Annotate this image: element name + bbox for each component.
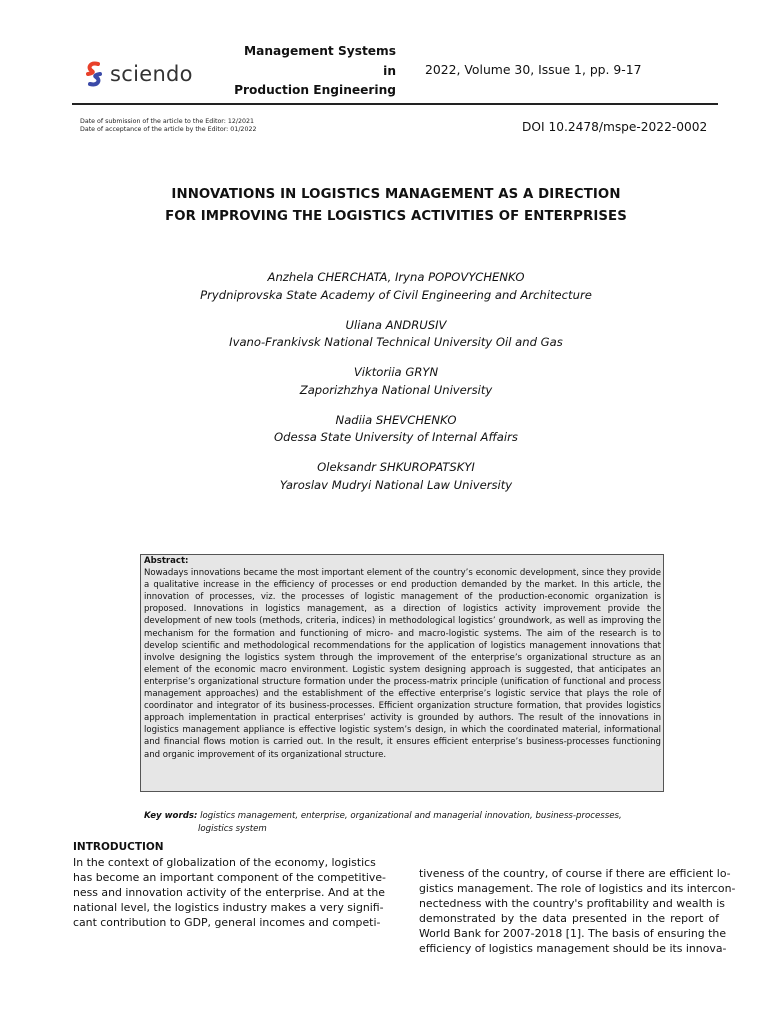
doi: DOI 10.2478/mspe-2022-0002 <box>522 120 708 134</box>
issue-info: 2022, Volume 30, Issue 1, pp. 9-17 <box>425 62 642 77</box>
author-affiliation: Yaroslav Mudryi National Law University <box>279 477 513 492</box>
editorial-dates <box>80 118 256 135</box>
author-affiliation: Zaporizhzhya National University <box>299 382 493 397</box>
publisher-name: sciendo <box>110 62 193 86</box>
body-line: demonstrated by the data presented in the report of <box>419 912 719 926</box>
body-line: tiveness of the country, of course if there are efficient lo- <box>419 867 731 880</box>
paper-title-line1: INNOVATIONS IN LOGISTICS MANAGEMENT AS A DIRECTION <box>171 187 621 202</box>
keywords <box>144 810 668 836</box>
author-affiliation: Ivano-Frankivsk National Technical University Oil and Gas <box>229 335 563 349</box>
body-line: efficiency of logistics management should be its innova- <box>419 942 727 956</box>
author-list <box>60 269 732 507</box>
paper-title <box>60 184 732 227</box>
header-divider <box>72 103 718 105</box>
abstract-heading: Abstract: <box>144 556 189 566</box>
author-names: Uliana ANDRUSIV <box>345 317 447 332</box>
author-names: Nadiia SHEVCHENKO <box>335 412 457 427</box>
journal-title-line3: Production Engineering <box>234 83 396 97</box>
journal-title <box>230 42 396 101</box>
body-line: ness and innovation activity of the enterprise. And at the <box>73 886 385 900</box>
section-heading: INTRODUCTION <box>73 841 164 853</box>
acceptance-date: Date of acceptance of the article by the Editor: 01/2022 <box>80 126 257 134</box>
abstract-text: Nowadays innovations became the most important element of the country’s economic development, since they provide a qualitative increase in the efficiency of processes or end production demanded by the market. In this article, the innovation of processes, viz. the processes of logistic management of the production-economic organization is proposed. Innovations in logistics management, as a direction of logistics activity improvement provide the development of new tools (methods, criteria, indices) in methodological logistics’ groundwork, as well as improving the mechanism for the formation and functioning of micro- and macro-logistic systems. The aim of the research is to develop scientific and methodological recommendations for the application of logistics management innovations that involve designing the logistics system through the improvement of the enterprise’s organizational structure as an element of the economic macro environment. Logistic system designing approach is suggested, that anticipates an enterprise’s organizational structure formation under the process-matrix principle (unification of functional and process management approaches) and the establishment of the effective enterprise’s logistic service that plays the role of coordinator and integrator of its business-processes. Efficient organization structure formation, that provides logistics approach implementation in practical enterprises’ activity is grounded by authors. The result of the innovations in logistics management appliance is effective logistic system’s design, in which the coordinated material, informational and financial flows motion is carried out. In the result, it ensures efficient enterprise’s business-processes functioning and organic improvement of its organizational structure. <box>144 568 661 760</box>
sciendo-s-icon <box>84 61 104 87</box>
submission-date: Date of submission of the article to the Editor: 12/2021 <box>80 118 255 125</box>
body-line: national level, the logistics industry makes a very signifi- <box>73 901 384 915</box>
author-block <box>60 459 732 494</box>
body-line: gistics management. The role of logistics and its intercon- <box>419 882 736 896</box>
abstract-box <box>140 554 664 792</box>
keywords-line2: logistics system <box>198 824 267 834</box>
keywords-label: Key words: <box>144 811 198 821</box>
journal-title-line1: Management Systems <box>244 44 396 58</box>
author-block <box>60 317 732 352</box>
author-affiliation: Odessa State University of Internal Affairs <box>274 430 518 444</box>
body-line: cant contribution to GDP, general incomes and competi- <box>73 916 381 930</box>
author-block <box>60 269 732 304</box>
body-line: nectedness with the country's profitability and wealth is <box>419 897 725 911</box>
publisher-logo <box>84 58 193 90</box>
body-column-right <box>419 866 736 957</box>
author-names: Viktoriia GRYN <box>353 365 439 379</box>
author-names: Anzhela CHERCHATA, Iryna POPOVYCHENKO <box>267 270 525 284</box>
author-affiliation: Prydniprovska State Academy of Civil Engineering and Architecture <box>200 287 592 302</box>
paper-title-line2: FOR IMPROVING THE LOGISTICS ACTIVITIES OF ENTERPRISES <box>165 208 627 224</box>
author-block <box>60 412 732 447</box>
author-block <box>60 364 732 399</box>
keywords-line1: logistics management, enterprise, organizational and managerial innovation, business-processes, <box>200 811 622 821</box>
body-line: In the context of globalization of the economy, logistics <box>73 856 376 870</box>
body-column-left <box>73 840 386 931</box>
body-line: World Bank for 2007-2018 [1]. The basis of ensuring the <box>419 927 727 941</box>
journal-title-line2: in <box>383 63 396 78</box>
author-names: Oleksandr SHKUROPATSKYI <box>317 460 475 474</box>
body-line: has become an important component of the competitive- <box>73 871 386 885</box>
